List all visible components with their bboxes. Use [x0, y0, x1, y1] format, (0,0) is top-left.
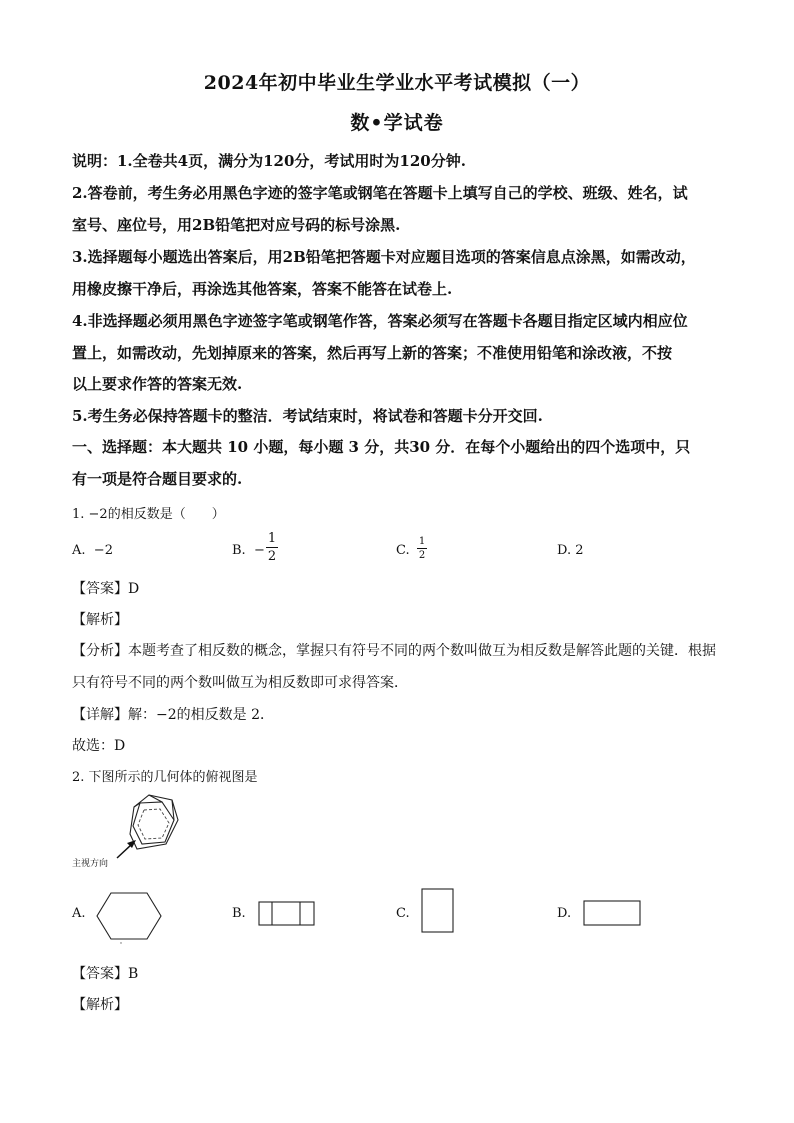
q2-option-a-label: A. [72, 906, 86, 921]
instruction-line: 3.选择题每小题选出答案后，用2B铅笔把答题卡对应题目选项的答案信息点涂黑，如需改动， [72, 248, 696, 266]
option-value: −2 [93, 543, 113, 558]
fenxi-tag: 【分析】 [72, 643, 128, 659]
q1-analysis-tag: 【解析】 [72, 612, 128, 628]
q1-fenxi [72, 640, 732, 660]
detail-text: 解：−2的相反数是 2． [128, 707, 274, 723]
page-subtitle: 数•学试卷 [350, 112, 444, 134]
q1-option-d [557, 543, 584, 558]
detail-tag: 【详解】 [72, 707, 128, 723]
option-label: A. [72, 543, 86, 558]
instruction-line: 说明：1.全卷共4页，满分为120分，考试用时为120分钟. [72, 152, 466, 170]
option-label: B. [232, 543, 246, 558]
q1-option-b-fraction [266, 531, 278, 564]
tall-rectangle-option-icon [421, 888, 455, 934]
view-direction-label: 主视方向 [72, 859, 109, 869]
hexagon-option-icon [95, 892, 163, 944]
q1-answer [72, 578, 732, 598]
q1-option-a [72, 543, 113, 558]
instruction-line: 置上，如需改动，先划掉原来的答案，然后再写上新的答案；不准使用铅笔和涂改液，不按 [72, 344, 673, 362]
answer-value: D [128, 581, 140, 597]
question-1-stem: 1. −2的相反数是（ ） [72, 507, 225, 522]
instruction-line: 2.答卷前，考生务必用黑色字迹的签字笔或钢笔在答题卡上填写自己的学校、班级、姓名，试 [72, 184, 688, 202]
instruction-line: 室号、座位号，用2B铅笔把对应号码的标号涂黑. [72, 216, 401, 234]
q1-option-b [232, 543, 265, 558]
option-value: 2 [575, 543, 584, 558]
section-heading: 一、选择题：本大题共 10 小题，每小题 3 分，共30 分．在每个小题给出的四个选项中，只 [72, 438, 691, 456]
fraction-numerator: 1 [267, 531, 277, 546]
minus-sign: − [253, 543, 265, 558]
fraction-numerator: 1 [418, 536, 426, 547]
q2-analysis-tag: 【解析】 [72, 997, 128, 1013]
q1-detail [72, 704, 732, 724]
wide-rectangle-option-icon [583, 900, 643, 928]
instruction-line: 以上要求作答的答案无效. [72, 375, 243, 393]
fraction-denominator: 2 [267, 549, 277, 564]
q2-option-b-label: B. [232, 906, 246, 921]
fenxi-text: 本题考查了相反数的概念，掌握只有符号不同的两个数叫做互为相反数是解答此题的关键．根据 [128, 643, 716, 659]
q1-option-c-fraction [417, 536, 427, 561]
q1-option-c [396, 543, 410, 558]
answer-tag: 【答案】 [72, 966, 128, 982]
instruction-line: 5.考生务必保持答题卡的整洁．考试结束时，将试卷和答题卡分开交回. [72, 407, 543, 425]
option-label: C. [396, 543, 410, 558]
instruction-line: 用橡皮擦干净后，再涂选其他答案，答案不能答在试卷上. [72, 280, 453, 298]
answer-value: B [128, 966, 139, 982]
page-title: 2024年初中毕业生学业水平考试模拟（一） [203, 72, 591, 94]
section-heading: 有一项是符合题目要求的. [72, 470, 243, 488]
fraction-denominator: 2 [418, 550, 426, 561]
q2-option-d-label: D. [557, 906, 572, 921]
q2-option-c-label: C. [396, 906, 410, 921]
q1-choice: 故选：D [72, 738, 126, 754]
q1-fenxi-line2: 只有符号不同的两个数叫做互为相反数即可求得答案． [72, 675, 408, 691]
option-label: D. [557, 543, 572, 558]
three-cell-rectangle-option-icon [258, 901, 316, 927]
answer-tag: 【答案】 [72, 581, 128, 597]
q2-answer [72, 963, 732, 983]
question-2-stem: 2. 下图所示的几何体的俯视图是 [72, 770, 258, 785]
instruction-line: 4.非选择题必须用黑色字迹签字笔或钢笔作答，答案必须写在答题卡各题目指定区域内相应位 [72, 312, 688, 330]
